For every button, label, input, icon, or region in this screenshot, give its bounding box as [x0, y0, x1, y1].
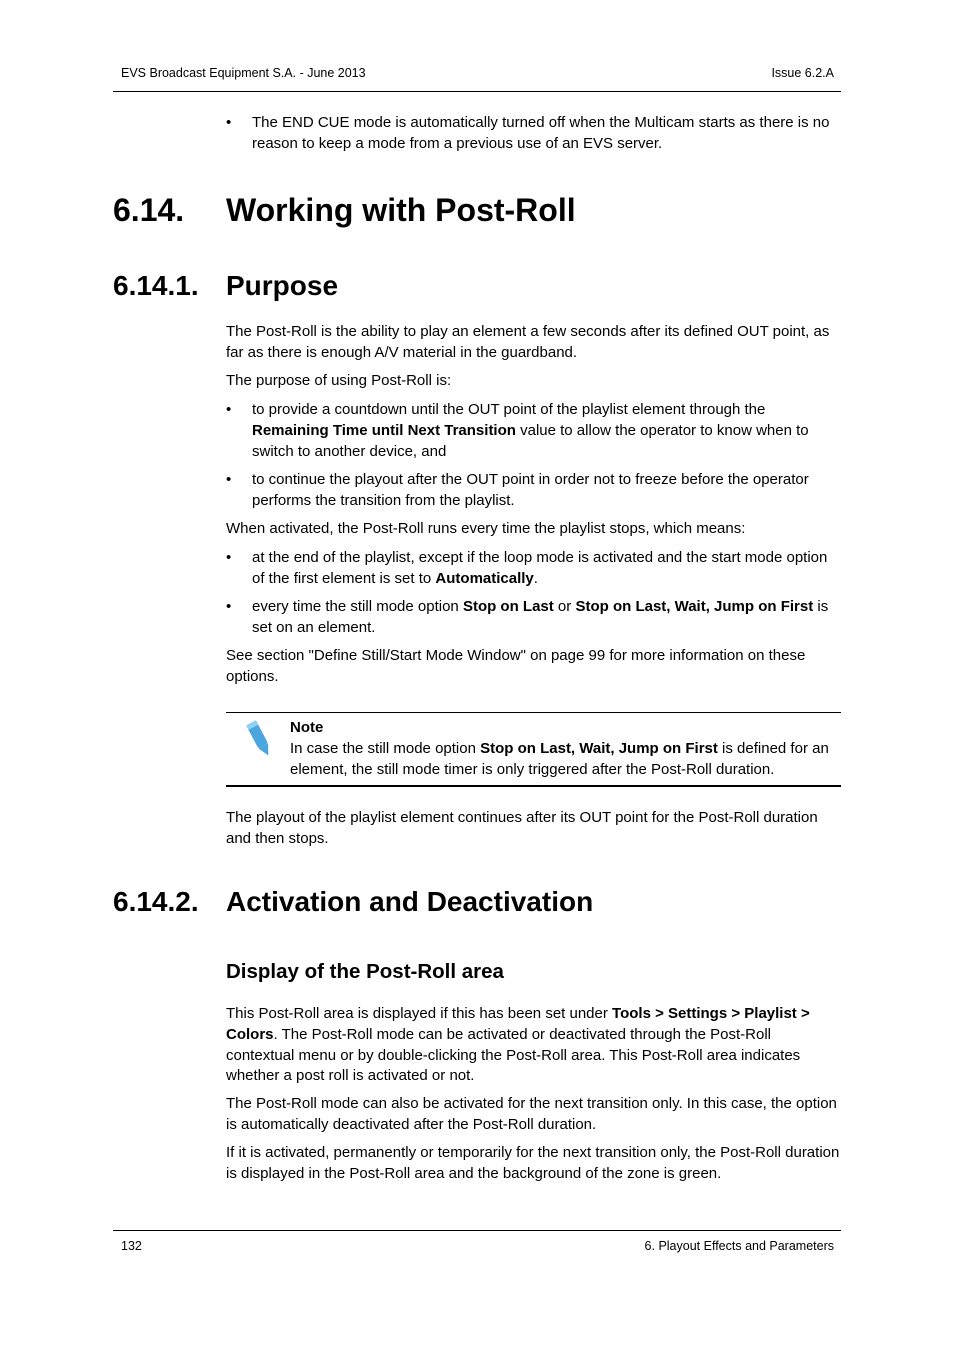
- bullet-text: to continue the playout after the OUT point in order not to freeze before the operator performs the transition from the playlist.: [252, 471, 809, 509]
- note-box: [226, 712, 841, 787]
- paragraph-purpose-intro: The purpose of using Post-Roll is:: [226, 372, 452, 389]
- footer-page-number: 132: [121, 1239, 142, 1253]
- heading-number: 6.14.: [113, 192, 185, 228]
- page-header: [113, 66, 841, 92]
- note-title: Note: [290, 719, 324, 736]
- paragraph-see-section: See section "Define Still/Start Mode Window" on page 99 for more information on these options.: [226, 647, 806, 685]
- bullet-text: The END CUE mode is automatically turned off when the Multicam starts as there is no reason to keep a mode from a previous use of an EVS server.: [252, 114, 830, 152]
- bullet-dot: •: [226, 471, 232, 488]
- paragraph-area-displayed: This Post-Roll area is displayed if this has been set under Tools > Settings > Playlist > Colors. The Post-Roll mode can be activated or deactivated through the Post-Roll contextual menu or by double-clicking the Post-Roll area. This Post-Roll area indicates whether a post roll is activated or not.: [226, 1005, 810, 1085]
- paragraph-definition: The Post-Roll is the ability to play an element a few seconds after its defined OUT point, as far as there is enough A/V material in the guardband.: [226, 323, 830, 361]
- bullet-text: every time the still mode option Stop on Last or Stop on Last, Wait, Jump on First is set on an element.: [252, 598, 829, 636]
- pencil-icon: [242, 719, 276, 759]
- header-company-date: EVS Broadcast Equipment S.A. - June 2013: [121, 66, 366, 80]
- note-text: In case the still mode option Stop on Last, Wait, Jump on First is defined for an element, the still mode timer is only triggered after the Post-Roll duration.: [290, 740, 829, 778]
- heading-title: Purpose: [226, 270, 339, 301]
- heading-title: Activation and Deactivation: [226, 886, 594, 917]
- heading-number: 6.14.2.: [113, 886, 199, 917]
- subheading-post-roll-area: Display of the Post-Roll area: [226, 960, 504, 983]
- bullet-dot: •: [226, 549, 232, 566]
- bullet-text: to provide a countdown until the OUT point of the playlist element through the Remaining Time until Next Transition value to allow the operator to know when to switch to another device, and: [252, 401, 809, 460]
- bullet-text: at the end of the playlist, except if the loop mode is activated and the start mode option of the first element is set to Automatically.: [252, 549, 828, 587]
- heading-title: Working with Post-Roll: [226, 192, 576, 228]
- paragraph-when-activated: When activated, the Post-Roll runs every time the playlist stops, which means:: [226, 520, 746, 537]
- footer-chapter: 6. Playout Effects and Parameters: [644, 1239, 834, 1253]
- heading-number: 6.14.1.: [113, 270, 199, 301]
- paragraph-playout-continues: The playout of the playlist element continues after its OUT point for the Post-Roll duration and then stops.: [226, 809, 818, 847]
- bullet-dot: •: [226, 598, 232, 615]
- paragraph-next-transition: The Post-Roll mode can also be activated for the next transition only. In this case, the option is automatically deactivated after the Post-Roll duration.: [226, 1095, 837, 1133]
- bullet-dot: •: [226, 401, 232, 418]
- page-footer: [113, 1230, 841, 1256]
- header-issue: Issue 6.2.A: [771, 66, 834, 80]
- paragraph-if-activated: If it is activated, permanently or temporarily for the next transition only, the Post-Roll duration is displayed in the Post-Roll area and the background of the zone is green.: [226, 1144, 840, 1182]
- bullet-dot: •: [226, 114, 232, 131]
